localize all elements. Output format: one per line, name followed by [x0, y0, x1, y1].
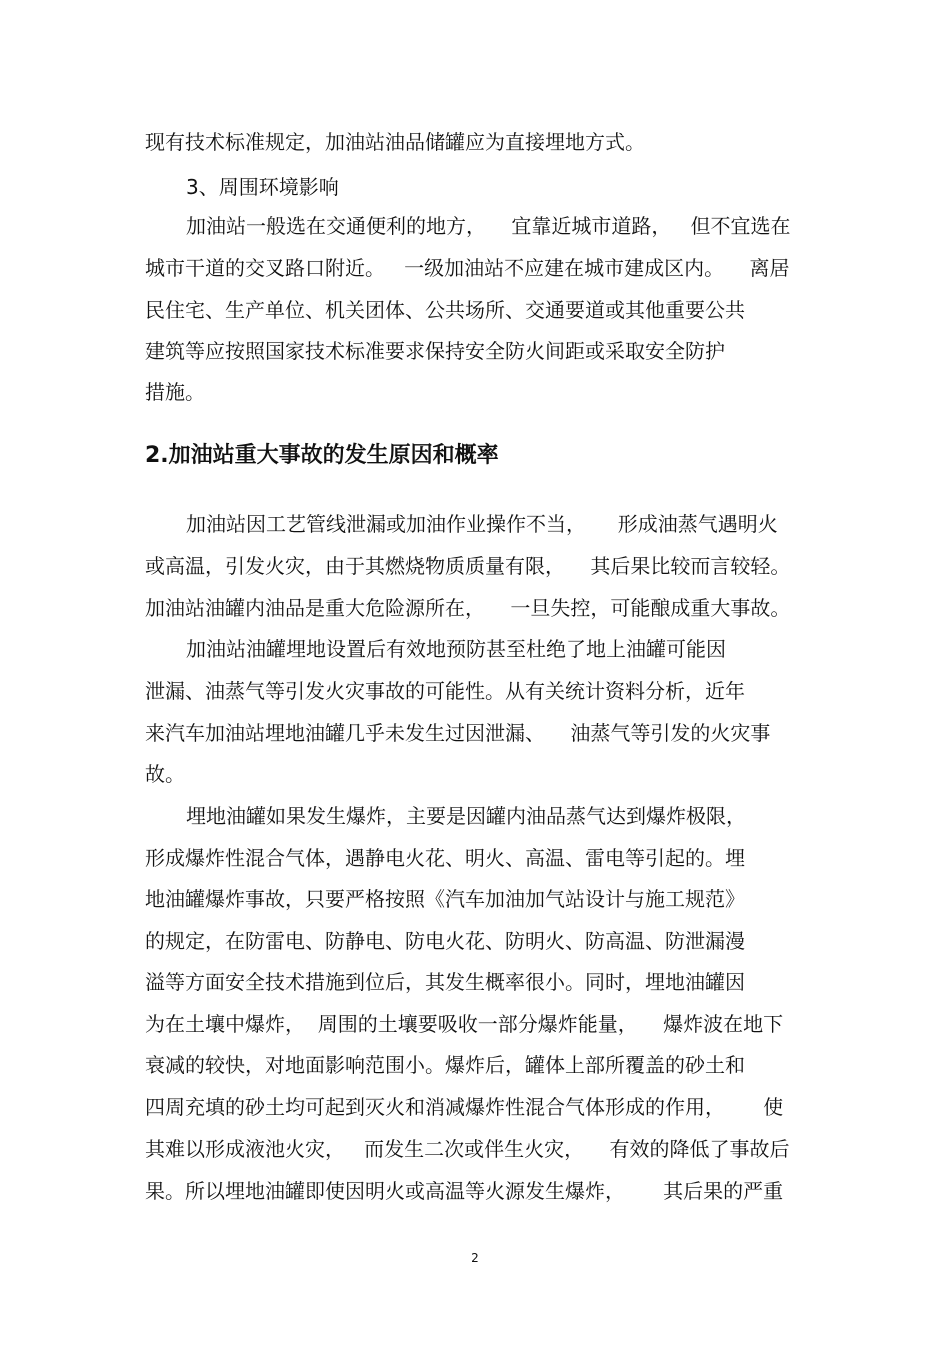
body-line: 加油站油罐内油品是重大危险源所在， 一旦失控，可能酿成重大事故。 [145, 596, 791, 620]
body-line: 为在土壤中爆炸， 周围的土壤要吸收一部分爆炸能量， 爆炸波在地下 [145, 1012, 784, 1036]
section-heading: 2.加油站重大事故的发生原因和概率 [145, 443, 499, 468]
body-line: 来汽车加油站埋地油罐几乎未发生过因泄漏、 油蒸气等引发的火灾事 [145, 721, 771, 745]
body-line: 措施。 [145, 380, 205, 404]
body-line: 泄漏、油蒸气等引发火灾事故的可能性。从有关统计资料分析，近年 [145, 679, 745, 703]
body-line: 加油站油罐埋地设置后有效地预防甚至杜绝了地上油罐可能因 [186, 637, 726, 661]
body-line: 形成爆炸性混合气体，遇静电火花、明火、高温、雷电等引起的。埋 [145, 846, 745, 870]
body-line: 果。所以埋地油罐即使因明火或高温等火源发生爆炸， 其后果的严重 [145, 1179, 784, 1203]
body-line: 溢等方面安全技术措施到位后，其发生概率很小。同时，埋地油罐因 [145, 970, 745, 994]
body-line: 现有技术标准规定，加油站油品储罐应为直接埋地方式。 [145, 130, 645, 154]
body-line: 加油站因工艺管线泄漏或加油作业操作不当， 形成油蒸气遇明火 [186, 512, 778, 536]
body-line: 其难以形成液池火灾， 而发生二次或伴生火灾， 有效的降低了事故后 [145, 1137, 790, 1161]
subheading: 3、周围环境影响 [186, 175, 339, 199]
body-line: 四周充填的砂土均可起到灭火和消减爆炸性混合气体形成的作用， 使 [145, 1095, 784, 1119]
body-line: 的规定，在防雷电、防静电、防电火花、防明火、防高温、防泄漏漫 [145, 929, 745, 953]
body-line: 故。 [145, 762, 185, 786]
body-line: 建筑等应按照国家技术标准要求保持安全防火间距或采取安全防护 [145, 339, 725, 363]
body-line: 城市干道的交叉路口附近。 一级加油站不应建在城市建成区内。 离居 [145, 256, 790, 280]
body-line: 埋地油罐如果发生爆炸，主要是因罐内油品蒸气达到爆炸极限， [186, 804, 746, 828]
page-number: 2 [471, 1251, 479, 1265]
body-line: 地油罐爆炸事故，只要严格按照《汽车加油加气站设计与施工规范》 [145, 887, 745, 911]
body-line: 衰减的较快，对地面影响范围小。爆炸后，罐体上部所覆盖的砂土和 [145, 1053, 745, 1077]
body-line: 或高温，引发火灾，由于其燃烧物质质量有限， 其后果比较而言较轻。 [145, 554, 791, 578]
body-line: 加油站一般选在交通便利的地方， 宜靠近城市道路， 但不宜选在 [186, 214, 791, 238]
body-line: 民住宅、生产单位、机关团体、公共场所、交通要道或其他重要公共 [145, 298, 745, 322]
